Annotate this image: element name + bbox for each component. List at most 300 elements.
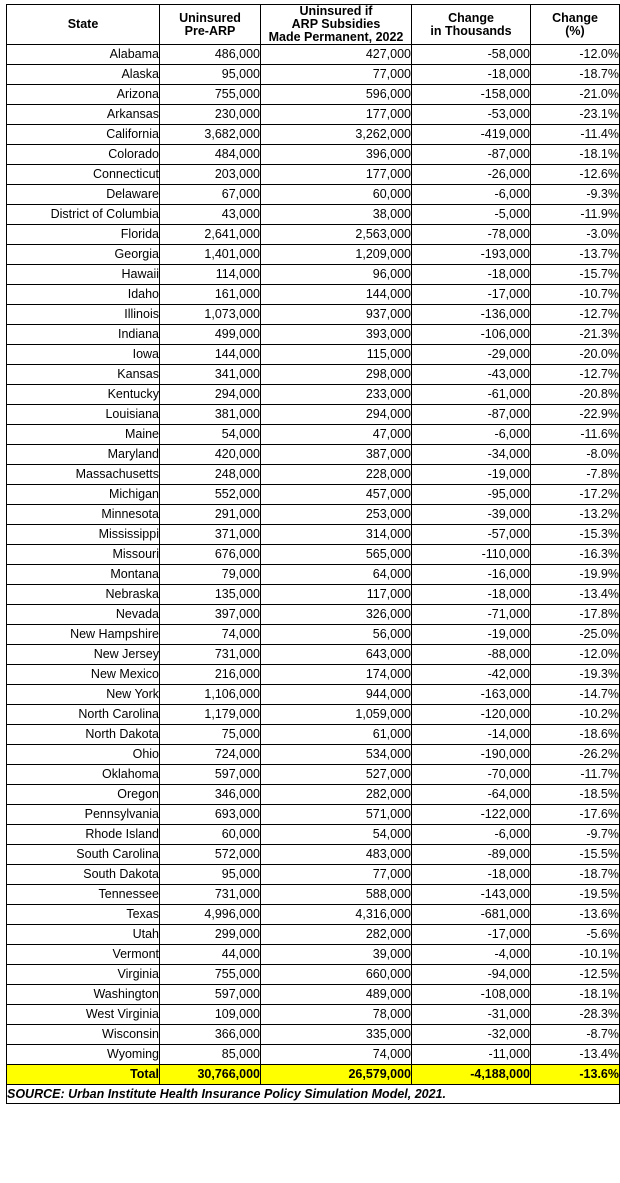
cell-change-percent: -21.0% bbox=[531, 85, 620, 105]
cell-change-percent: -18.6% bbox=[531, 725, 620, 745]
cell-uninsured-permanent: 1,059,000 bbox=[261, 705, 412, 725]
cell-uninsured-pre-arp: 216,000 bbox=[160, 665, 261, 685]
table-row bbox=[7, 745, 620, 765]
cell-change-thousands: -681,000 bbox=[412, 905, 531, 925]
cell-state: Oregon bbox=[7, 785, 160, 805]
cell-change-percent: -28.3% bbox=[531, 1005, 620, 1025]
column-header-uninsured-pre-arp-line2: Pre-ARP bbox=[184, 23, 236, 38]
cell-uninsured-permanent: 96,000 bbox=[261, 265, 412, 285]
cell-uninsured-permanent: 282,000 bbox=[261, 785, 412, 805]
cell-uninsured-pre-arp: 291,000 bbox=[160, 505, 261, 525]
table-row bbox=[7, 265, 620, 285]
cell-uninsured-permanent: 326,000 bbox=[261, 605, 412, 625]
cell-state: Connecticut bbox=[7, 165, 160, 185]
cell-change-percent: -12.7% bbox=[531, 305, 620, 325]
cell-state: New Mexico bbox=[7, 665, 160, 685]
cell-change-thousands: -4,188,000 bbox=[412, 1065, 531, 1085]
cell-uninsured-permanent: 527,000 bbox=[261, 765, 412, 785]
cell-change-percent: -25.0% bbox=[531, 625, 620, 645]
cell-state: Maryland bbox=[7, 445, 160, 465]
cell-change-thousands: -71,000 bbox=[412, 605, 531, 625]
cell-change-percent: -18.7% bbox=[531, 65, 620, 85]
cell-uninsured-permanent: 944,000 bbox=[261, 685, 412, 705]
table-row bbox=[7, 425, 620, 445]
cell-change-percent: -15.3% bbox=[531, 525, 620, 545]
table-row bbox=[7, 885, 620, 905]
table-row bbox=[7, 705, 620, 725]
cell-state: Massachusetts bbox=[7, 465, 160, 485]
cell-change-percent: -5.6% bbox=[531, 925, 620, 945]
cell-change-thousands: -43,000 bbox=[412, 365, 531, 385]
cell-state: Florida bbox=[7, 225, 160, 245]
cell-change-percent: -9.3% bbox=[531, 185, 620, 205]
table-row bbox=[7, 465, 620, 485]
cell-change-percent: -15.7% bbox=[531, 265, 620, 285]
cell-uninsured-permanent: 77,000 bbox=[261, 865, 412, 885]
cell-uninsured-pre-arp: 161,000 bbox=[160, 285, 261, 305]
cell-uninsured-pre-arp: 114,000 bbox=[160, 265, 261, 285]
cell-uninsured-pre-arp: 731,000 bbox=[160, 885, 261, 905]
cell-uninsured-permanent: 457,000 bbox=[261, 485, 412, 505]
cell-uninsured-permanent: 54,000 bbox=[261, 825, 412, 845]
column-header-change-percent-line2: (%) bbox=[565, 23, 585, 38]
column-header-uninsured-permanent-line1: Uninsured if bbox=[299, 4, 373, 18]
table-row bbox=[7, 845, 620, 865]
cell-state: Kansas bbox=[7, 365, 160, 385]
cell-state: District of Columbia bbox=[7, 205, 160, 225]
table-row bbox=[7, 485, 620, 505]
cell-uninsured-permanent: 282,000 bbox=[261, 925, 412, 945]
table-row bbox=[7, 765, 620, 785]
cell-uninsured-permanent: 228,000 bbox=[261, 465, 412, 485]
cell-change-thousands: -31,000 bbox=[412, 1005, 531, 1025]
cell-uninsured-pre-arp: 397,000 bbox=[160, 605, 261, 625]
cell-uninsured-pre-arp: 341,000 bbox=[160, 365, 261, 385]
cell-change-thousands: -88,000 bbox=[412, 645, 531, 665]
cell-uninsured-pre-arp: 44,000 bbox=[160, 945, 261, 965]
cell-uninsured-permanent: 77,000 bbox=[261, 65, 412, 85]
column-header-change-percent bbox=[531, 5, 620, 45]
cell-change-thousands: -18,000 bbox=[412, 265, 531, 285]
cell-change-thousands: -87,000 bbox=[412, 145, 531, 165]
cell-state: Total bbox=[7, 1065, 160, 1085]
cell-change-thousands: -163,000 bbox=[412, 685, 531, 705]
cell-state: Alabama bbox=[7, 45, 160, 65]
table-row bbox=[7, 985, 620, 1005]
cell-uninsured-pre-arp: 552,000 bbox=[160, 485, 261, 505]
cell-state: Montana bbox=[7, 565, 160, 585]
cell-change-thousands: -61,000 bbox=[412, 385, 531, 405]
cell-uninsured-permanent: 565,000 bbox=[261, 545, 412, 565]
table-row bbox=[7, 565, 620, 585]
cell-uninsured-pre-arp: 572,000 bbox=[160, 845, 261, 865]
table-row bbox=[7, 145, 620, 165]
cell-change-percent: -19.3% bbox=[531, 665, 620, 685]
cell-change-thousands: -18,000 bbox=[412, 65, 531, 85]
cell-uninsured-pre-arp: 30,766,000 bbox=[160, 1065, 261, 1085]
cell-change-percent: -17.6% bbox=[531, 805, 620, 825]
cell-change-thousands: -193,000 bbox=[412, 245, 531, 265]
cell-change-percent: -9.7% bbox=[531, 825, 620, 845]
cell-uninsured-permanent: 1,209,000 bbox=[261, 245, 412, 265]
column-header-state: State bbox=[7, 5, 160, 45]
cell-uninsured-pre-arp: 75,000 bbox=[160, 725, 261, 745]
cell-uninsured-pre-arp: 43,000 bbox=[160, 205, 261, 225]
cell-change-percent: -18.7% bbox=[531, 865, 620, 885]
cell-uninsured-pre-arp: 144,000 bbox=[160, 345, 261, 365]
table-row bbox=[7, 185, 620, 205]
cell-change-thousands: -89,000 bbox=[412, 845, 531, 865]
cell-uninsured-pre-arp: 60,000 bbox=[160, 825, 261, 845]
cell-state: Illinois bbox=[7, 305, 160, 325]
cell-uninsured-permanent: 596,000 bbox=[261, 85, 412, 105]
cell-uninsured-permanent: 489,000 bbox=[261, 985, 412, 1005]
cell-uninsured-pre-arp: 135,000 bbox=[160, 585, 261, 605]
table-row bbox=[7, 925, 620, 945]
cell-change-thousands: -34,000 bbox=[412, 445, 531, 465]
cell-state: Wisconsin bbox=[7, 1025, 160, 1045]
cell-uninsured-pre-arp: 2,641,000 bbox=[160, 225, 261, 245]
cell-state: North Carolina bbox=[7, 705, 160, 725]
cell-uninsured-permanent: 38,000 bbox=[261, 205, 412, 225]
cell-state: Arizona bbox=[7, 85, 160, 105]
cell-change-thousands: -94,000 bbox=[412, 965, 531, 985]
cell-change-percent: -18.1% bbox=[531, 985, 620, 1005]
cell-uninsured-permanent: 60,000 bbox=[261, 185, 412, 205]
cell-change-thousands: -32,000 bbox=[412, 1025, 531, 1045]
cell-change-percent: -10.1% bbox=[531, 945, 620, 965]
cell-uninsured-permanent: 26,579,000 bbox=[261, 1065, 412, 1085]
cell-state: Mississippi bbox=[7, 525, 160, 545]
cell-state: New Hampshire bbox=[7, 625, 160, 645]
cell-state: Vermont bbox=[7, 945, 160, 965]
table-row bbox=[7, 285, 620, 305]
column-header-uninsured-permanent bbox=[261, 5, 412, 45]
cell-state: Indiana bbox=[7, 325, 160, 345]
cell-uninsured-pre-arp: 499,000 bbox=[160, 325, 261, 345]
cell-uninsured-permanent: 2,563,000 bbox=[261, 225, 412, 245]
table-row bbox=[7, 325, 620, 345]
table-row bbox=[7, 125, 620, 145]
cell-change-thousands: -42,000 bbox=[412, 665, 531, 685]
table-row bbox=[7, 965, 620, 985]
cell-state: New York bbox=[7, 685, 160, 705]
cell-change-thousands: -78,000 bbox=[412, 225, 531, 245]
table-footer bbox=[7, 1085, 620, 1104]
cell-change-thousands: -18,000 bbox=[412, 865, 531, 885]
cell-uninsured-permanent: 387,000 bbox=[261, 445, 412, 465]
cell-change-percent: -17.2% bbox=[531, 485, 620, 505]
cell-uninsured-pre-arp: 597,000 bbox=[160, 985, 261, 1005]
cell-uninsured-permanent: 937,000 bbox=[261, 305, 412, 325]
cell-change-thousands: -106,000 bbox=[412, 325, 531, 345]
table-row bbox=[7, 45, 620, 65]
cell-uninsured-permanent: 174,000 bbox=[261, 665, 412, 685]
cell-change-percent: -22.9% bbox=[531, 405, 620, 425]
table-row bbox=[7, 305, 620, 325]
cell-change-thousands: -4,000 bbox=[412, 945, 531, 965]
cell-state: Missouri bbox=[7, 545, 160, 565]
cell-uninsured-pre-arp: 484,000 bbox=[160, 145, 261, 165]
cell-uninsured-pre-arp: 1,073,000 bbox=[160, 305, 261, 325]
table-row bbox=[7, 545, 620, 565]
table-row bbox=[7, 585, 620, 605]
cell-state: Rhode Island bbox=[7, 825, 160, 845]
cell-uninsured-permanent: 233,000 bbox=[261, 385, 412, 405]
table-row bbox=[7, 85, 620, 105]
cell-uninsured-permanent: 47,000 bbox=[261, 425, 412, 445]
cell-uninsured-permanent: 3,262,000 bbox=[261, 125, 412, 145]
cell-change-thousands: -70,000 bbox=[412, 765, 531, 785]
cell-change-thousands: -11,000 bbox=[412, 1045, 531, 1065]
cell-uninsured-permanent: 571,000 bbox=[261, 805, 412, 825]
cell-change-percent: -23.1% bbox=[531, 105, 620, 125]
cell-change-thousands: -57,000 bbox=[412, 525, 531, 545]
cell-uninsured-permanent: 117,000 bbox=[261, 585, 412, 605]
cell-uninsured-permanent: 61,000 bbox=[261, 725, 412, 745]
cell-state: West Virginia bbox=[7, 1005, 160, 1025]
cell-state: South Dakota bbox=[7, 865, 160, 885]
cell-state: Oklahoma bbox=[7, 765, 160, 785]
table-row bbox=[7, 605, 620, 625]
cell-uninsured-permanent: 660,000 bbox=[261, 965, 412, 985]
cell-state: Nevada bbox=[7, 605, 160, 625]
cell-change-thousands: -87,000 bbox=[412, 405, 531, 425]
column-header-change-thousands bbox=[412, 5, 531, 45]
cell-uninsured-permanent: 4,316,000 bbox=[261, 905, 412, 925]
cell-uninsured-pre-arp: 420,000 bbox=[160, 445, 261, 465]
table-row bbox=[7, 245, 620, 265]
cell-change-percent: -15.5% bbox=[531, 845, 620, 865]
cell-change-percent: -20.8% bbox=[531, 385, 620, 405]
cell-uninsured-pre-arp: 248,000 bbox=[160, 465, 261, 485]
cell-state: Kentucky bbox=[7, 385, 160, 405]
cell-change-percent: -13.6% bbox=[531, 905, 620, 925]
cell-change-percent: -13.7% bbox=[531, 245, 620, 265]
cell-uninsured-permanent: 588,000 bbox=[261, 885, 412, 905]
cell-state: Tennessee bbox=[7, 885, 160, 905]
table-row bbox=[7, 345, 620, 365]
column-header-uninsured-pre-arp bbox=[160, 5, 261, 45]
cell-change-percent: -12.5% bbox=[531, 965, 620, 985]
cell-uninsured-pre-arp: 1,401,000 bbox=[160, 245, 261, 265]
cell-uninsured-pre-arp: 3,682,000 bbox=[160, 125, 261, 145]
cell-change-thousands: -64,000 bbox=[412, 785, 531, 805]
cell-change-percent: -18.5% bbox=[531, 785, 620, 805]
cell-change-percent: -11.7% bbox=[531, 765, 620, 785]
cell-uninsured-pre-arp: 54,000 bbox=[160, 425, 261, 445]
cell-change-percent: -18.1% bbox=[531, 145, 620, 165]
table-row bbox=[7, 505, 620, 525]
cell-change-percent: -21.3% bbox=[531, 325, 620, 345]
cell-uninsured-permanent: 314,000 bbox=[261, 525, 412, 545]
cell-uninsured-permanent: 294,000 bbox=[261, 405, 412, 425]
cell-state: Ohio bbox=[7, 745, 160, 765]
cell-change-percent: -10.2% bbox=[531, 705, 620, 725]
cell-change-percent: -12.0% bbox=[531, 45, 620, 65]
cell-state: Washington bbox=[7, 985, 160, 1005]
cell-change-percent: -19.9% bbox=[531, 565, 620, 585]
cell-state: North Dakota bbox=[7, 725, 160, 745]
table-row bbox=[7, 665, 620, 685]
cell-uninsured-pre-arp: 67,000 bbox=[160, 185, 261, 205]
cell-uninsured-pre-arp: 371,000 bbox=[160, 525, 261, 545]
cell-change-thousands: -190,000 bbox=[412, 745, 531, 765]
cell-uninsured-pre-arp: 755,000 bbox=[160, 85, 261, 105]
cell-change-thousands: -58,000 bbox=[412, 45, 531, 65]
cell-state: Michigan bbox=[7, 485, 160, 505]
cell-uninsured-pre-arp: 693,000 bbox=[160, 805, 261, 825]
cell-uninsured-pre-arp: 346,000 bbox=[160, 785, 261, 805]
column-header-uninsured-pre-arp-line1: Uninsured bbox=[179, 10, 241, 25]
cell-change-percent: -16.3% bbox=[531, 545, 620, 565]
cell-uninsured-pre-arp: 74,000 bbox=[160, 625, 261, 645]
cell-change-percent: -19.5% bbox=[531, 885, 620, 905]
cell-change-thousands: -6,000 bbox=[412, 825, 531, 845]
cell-state: Hawaii bbox=[7, 265, 160, 285]
table-row bbox=[7, 225, 620, 245]
table-row bbox=[7, 385, 620, 405]
table-row bbox=[7, 825, 620, 845]
cell-change-percent: -17.8% bbox=[531, 605, 620, 625]
cell-change-thousands: -110,000 bbox=[412, 545, 531, 565]
cell-uninsured-permanent: 74,000 bbox=[261, 1045, 412, 1065]
cell-uninsured-permanent: 534,000 bbox=[261, 745, 412, 765]
cell-state: New Jersey bbox=[7, 645, 160, 665]
cell-state: Wyoming bbox=[7, 1045, 160, 1065]
cell-uninsured-pre-arp: 294,000 bbox=[160, 385, 261, 405]
cell-change-thousands: -19,000 bbox=[412, 625, 531, 645]
cell-change-percent: -12.6% bbox=[531, 165, 620, 185]
cell-state: Arkansas bbox=[7, 105, 160, 125]
cell-change-thousands: -419,000 bbox=[412, 125, 531, 145]
table-body bbox=[7, 45, 620, 1085]
cell-change-thousands: -143,000 bbox=[412, 885, 531, 905]
cell-uninsured-pre-arp: 95,000 bbox=[160, 65, 261, 85]
cell-uninsured-permanent: 177,000 bbox=[261, 165, 412, 185]
column-header-change-thousands-line2: in Thousands bbox=[430, 23, 512, 38]
table-row bbox=[7, 785, 620, 805]
cell-change-thousands: -19,000 bbox=[412, 465, 531, 485]
cell-uninsured-pre-arp: 755,000 bbox=[160, 965, 261, 985]
cell-uninsured-pre-arp: 203,000 bbox=[160, 165, 261, 185]
table-row bbox=[7, 65, 620, 85]
table-row bbox=[7, 865, 620, 885]
cell-uninsured-pre-arp: 676,000 bbox=[160, 545, 261, 565]
cell-change-thousands: -18,000 bbox=[412, 585, 531, 605]
table-row bbox=[7, 685, 620, 705]
table-row bbox=[7, 105, 620, 125]
cell-change-thousands: -39,000 bbox=[412, 505, 531, 525]
cell-uninsured-pre-arp: 85,000 bbox=[160, 1045, 261, 1065]
cell-uninsured-permanent: 335,000 bbox=[261, 1025, 412, 1045]
cell-uninsured-pre-arp: 597,000 bbox=[160, 765, 261, 785]
cell-state: Alaska bbox=[7, 65, 160, 85]
cell-uninsured-pre-arp: 79,000 bbox=[160, 565, 261, 585]
table-row bbox=[7, 645, 620, 665]
cell-uninsured-pre-arp: 381,000 bbox=[160, 405, 261, 425]
cell-uninsured-pre-arp: 95,000 bbox=[160, 865, 261, 885]
cell-change-percent: -12.0% bbox=[531, 645, 620, 665]
table-row bbox=[7, 405, 620, 425]
cell-uninsured-pre-arp: 4,996,000 bbox=[160, 905, 261, 925]
table-row bbox=[7, 1025, 620, 1045]
cell-change-percent: -20.0% bbox=[531, 345, 620, 365]
cell-state: Iowa bbox=[7, 345, 160, 365]
cell-uninsured-permanent: 396,000 bbox=[261, 145, 412, 165]
table-row bbox=[7, 805, 620, 825]
cell-change-thousands: -17,000 bbox=[412, 925, 531, 945]
cell-change-thousands: -122,000 bbox=[412, 805, 531, 825]
cell-change-thousands: -17,000 bbox=[412, 285, 531, 305]
cell-uninsured-permanent: 78,000 bbox=[261, 1005, 412, 1025]
cell-uninsured-permanent: 298,000 bbox=[261, 365, 412, 385]
cell-change-percent: -11.4% bbox=[531, 125, 620, 145]
table-row bbox=[7, 905, 620, 925]
cell-change-percent: -3.0% bbox=[531, 225, 620, 245]
cell-state: Utah bbox=[7, 925, 160, 945]
cell-state: Minnesota bbox=[7, 505, 160, 525]
cell-change-percent: -13.4% bbox=[531, 585, 620, 605]
cell-state: Pennsylvania bbox=[7, 805, 160, 825]
cell-state: Louisiana bbox=[7, 405, 160, 425]
column-header-change-thousands-line1: Change bbox=[448, 10, 494, 25]
table-row-total bbox=[7, 1065, 620, 1085]
cell-uninsured-pre-arp: 230,000 bbox=[160, 105, 261, 125]
cell-state: Georgia bbox=[7, 245, 160, 265]
cell-uninsured-permanent: 253,000 bbox=[261, 505, 412, 525]
table-row bbox=[7, 945, 620, 965]
table-row bbox=[7, 625, 620, 645]
table-row bbox=[7, 1045, 620, 1065]
cell-uninsured-permanent: 64,000 bbox=[261, 565, 412, 585]
cell-change-thousands: -53,000 bbox=[412, 105, 531, 125]
cell-uninsured-permanent: 177,000 bbox=[261, 105, 412, 125]
cell-uninsured-permanent: 56,000 bbox=[261, 625, 412, 645]
cell-change-percent: -14.7% bbox=[531, 685, 620, 705]
cell-state: Nebraska bbox=[7, 585, 160, 605]
cell-change-thousands: -108,000 bbox=[412, 985, 531, 1005]
cell-change-percent: -8.0% bbox=[531, 445, 620, 465]
cell-state: Texas bbox=[7, 905, 160, 925]
cell-change-thousands: -29,000 bbox=[412, 345, 531, 365]
cell-state: Virginia bbox=[7, 965, 160, 985]
table-row bbox=[7, 165, 620, 185]
cell-change-thousands: -120,000 bbox=[412, 705, 531, 725]
cell-change-thousands: -26,000 bbox=[412, 165, 531, 185]
column-header-uninsured-permanent-line3: Made Permanent, 2022 bbox=[268, 30, 404, 45]
cell-uninsured-pre-arp: 299,000 bbox=[160, 925, 261, 945]
cell-change-percent: -13.4% bbox=[531, 1045, 620, 1065]
cell-state: Maine bbox=[7, 425, 160, 445]
cell-change-thousands: -95,000 bbox=[412, 485, 531, 505]
table-row bbox=[7, 725, 620, 745]
cell-state: South Carolina bbox=[7, 845, 160, 865]
cell-change-thousands: -136,000 bbox=[412, 305, 531, 325]
cell-change-percent: -26.2% bbox=[531, 745, 620, 765]
cell-uninsured-permanent: 144,000 bbox=[261, 285, 412, 305]
table-row bbox=[7, 445, 620, 465]
table-row bbox=[7, 365, 620, 385]
cell-change-percent: -11.9% bbox=[531, 205, 620, 225]
cell-state: Delaware bbox=[7, 185, 160, 205]
cell-change-percent: -8.7% bbox=[531, 1025, 620, 1045]
uninsured-by-state-table bbox=[6, 4, 620, 1104]
table-row bbox=[7, 205, 620, 225]
cell-change-percent: -7.8% bbox=[531, 465, 620, 485]
cell-state: Colorado bbox=[7, 145, 160, 165]
cell-change-thousands: -6,000 bbox=[412, 425, 531, 445]
